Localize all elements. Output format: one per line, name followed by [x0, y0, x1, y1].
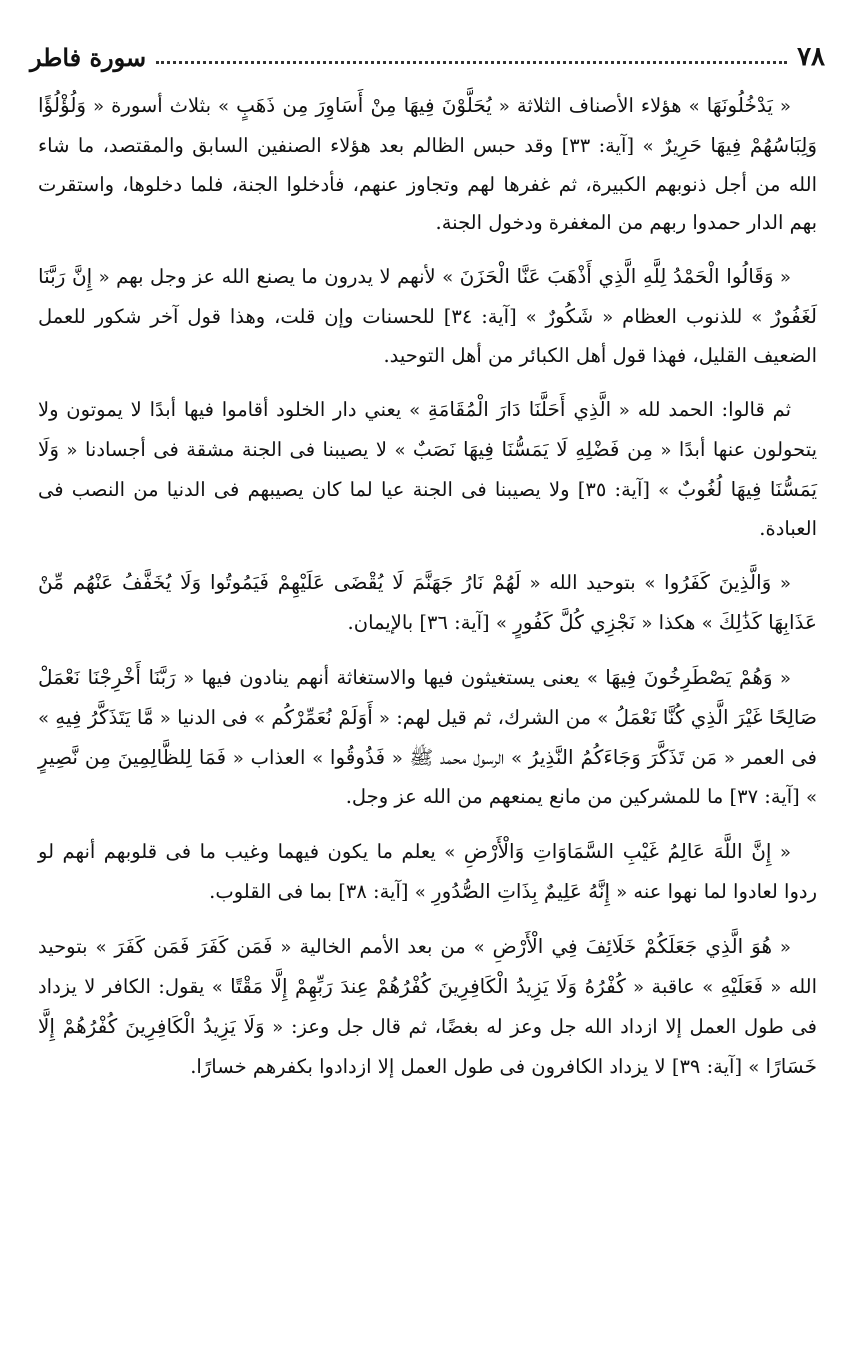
ornate-bracket-open-icon: « — [770, 977, 782, 998]
ornate-bracket-open-icon: « — [498, 96, 510, 117]
verse-text: وَلَا يَمَسُّنَا فِيهَا لُغُوبٌ — [38, 437, 818, 501]
verse-text: وَلُؤْلُؤًا وَلِبَاسُهُمْ فِيهَا حَرِيرٌ — [38, 93, 817, 157]
quran-verse — [474, 935, 791, 958]
commentary-text: [آية: ٣٥] ولا يصيبنا فى الجنة عيا لما كان يصيبهم فى الدنيا من النصب فى العبادة. — [38, 478, 817, 540]
verse-text: فَذُوقُوا — [329, 745, 386, 769]
commentary-text: [آية: ٣٩] لا يزداد الكافرون فى طول العمل إلا ازدادوا بكفرهم خسارًا. — [190, 1055, 749, 1078]
quran-verse — [442, 265, 791, 288]
commentary-text: يعني دار الخلود أقاموا فيها أبدًا لا يموتون ولا يتحولون عنها أبدًا — [38, 398, 818, 461]
verse-text: يَدْخُلُونَهَا — [706, 93, 773, 117]
ornate-bracket-open-icon: « — [529, 573, 541, 594]
ornate-bracket-open-icon: « — [98, 267, 110, 288]
commentary-text: يعلم ما يكون فيهما وغيب ما فى قلوبهم أنهم لو ردوا لعادوا لما نهوا عنه — [38, 840, 817, 903]
quran-verse — [218, 94, 510, 117]
ornate-bracket-open-icon: « — [779, 573, 791, 594]
commentary-text: يقول: الكافر لا يزداد فى طول العمل إلا ازداد الله جل وعز له بغضًا، ثم قال جل وعز: — [38, 975, 817, 1038]
ornate-bracket-open-icon: « — [66, 440, 78, 461]
verse-text: لَهُمْ نَارُ جَهَنَّمَ لَا يُقْضَى عَلَيْهِمْ فَيَمُوتُوا وَلَا يُخَفَّفُ عَنْهُم مِّنْ عَذَابِهَا كَذَٰلِكَ — [38, 570, 817, 634]
quran-verse — [444, 840, 791, 863]
commentary-text: بثلاث أسورة — [104, 94, 219, 117]
quran-verse — [526, 305, 614, 328]
quran-verse — [38, 706, 171, 729]
dotted-leader — [156, 61, 787, 64]
ornate-bracket-open-icon: « — [602, 307, 614, 328]
paragraph — [38, 563, 817, 643]
paragraph — [38, 832, 817, 912]
verse-text: وَالَّذِينَ كَفَرُوا — [664, 570, 772, 594]
quran-verse — [415, 880, 628, 903]
paragraph — [38, 658, 817, 817]
ornate-bracket-open-icon: « — [183, 668, 195, 689]
ornate-bracket-close-icon: » — [312, 748, 324, 769]
ornate-bracket-open-icon: « — [779, 267, 791, 288]
ornate-bracket-open-icon: « — [93, 96, 105, 117]
commentary-text: [آية: ٣٤] للحسنات وإن قلت، وهذا قول آخر شكور للعمل الضعيف القليل، فهذا قول أهل الكبائر من أهل التوحيد. — [38, 305, 817, 367]
verse-text: فَعَلَيْهِ — [720, 974, 764, 998]
ornate-bracket-close-icon: » — [751, 307, 763, 328]
ornate-bracket-close-icon: » — [805, 787, 817, 808]
ornate-bracket-open-icon: « — [633, 977, 645, 998]
ornate-bracket-close-icon: » — [702, 977, 714, 998]
ornate-bracket-close-icon: » — [688, 96, 700, 117]
ornate-bracket-close-icon: » — [511, 748, 523, 769]
commentary-text: بتوحيد الله — [540, 571, 645, 594]
ornate-bracket-close-icon: » — [394, 440, 406, 461]
commentary-text: عاقبة — [644, 975, 703, 998]
quran-verse — [212, 975, 644, 998]
ornate-bracket-open-icon: « — [391, 748, 403, 769]
commentary-text: يعنى يستغيثون فيها والاستغاثة أنهم ينادون فيها — [194, 666, 587, 689]
commentary-text: فى الدنيا — [170, 706, 254, 729]
commentary-text: [آية: ٣٨] بما فى القلوب. — [209, 880, 415, 903]
ornate-bracket-close-icon: » — [442, 267, 454, 288]
ornate-bracket-close-icon: » — [218, 96, 230, 117]
ornate-bracket-open-icon: « — [159, 708, 171, 729]
quran-verse — [702, 975, 781, 998]
commentary-text: العذاب — [243, 746, 313, 769]
ornate-bracket-close-icon: » — [642, 136, 654, 157]
verse-text: يُحَلَّوْنَ فِيهَا مِنْ أَسَاوِرَ مِن ذَهَبٍ — [236, 93, 492, 117]
ornate-bracket-close-icon: » — [597, 708, 609, 729]
page-number: ٧٨ — [797, 42, 825, 72]
commentary-text: ثم قالوا: الحمد لله — [629, 398, 791, 421]
commentary-text: هكذا — [652, 611, 702, 634]
surah-title: سورة فاطر — [30, 43, 147, 72]
ornate-bracket-close-icon: » — [586, 668, 598, 689]
quran-verse — [312, 746, 403, 769]
ornate-bracket-close-icon: » — [701, 613, 713, 634]
commentary-text: فى العمر — [735, 746, 817, 769]
verse-text: وَقَالُوا الْحَمْدُ لِلَّهِ الَّذِي أَذْهَبَ عَنَّا الْحَزَنَ — [459, 264, 774, 288]
commentary-text: من الشرك، ثم قيل لهم: — [390, 706, 598, 729]
paragraph — [38, 86, 817, 242]
paragraph — [38, 927, 817, 1087]
quran-verse — [254, 706, 390, 729]
ornate-bracket-close-icon: » — [644, 573, 656, 594]
quran-verse — [587, 666, 791, 689]
ornate-bracket-close-icon: » — [414, 882, 426, 903]
verse-text: إِنَّهُ عَلِيمٌ بِذَاتِ الصُّدُورِ — [431, 879, 610, 903]
ornate-bracket-close-icon: » — [444, 842, 456, 863]
quran-verse — [95, 935, 291, 958]
ornate-bracket-open-icon: « — [616, 882, 628, 903]
commentary-text: لأنهم لا يدرون ما يصنع الله عز وجل بهم — [109, 265, 443, 288]
ornate-bracket-close-icon: » — [409, 400, 421, 421]
ornate-bracket-close-icon: » — [38, 708, 50, 729]
quran-verse — [511, 746, 735, 769]
ornate-bracket-open-icon: « — [779, 668, 791, 689]
verse-text: مَّا يَتَذَكَّرُ فِيهِ — [55, 705, 154, 729]
ornate-bracket-close-icon: » — [211, 977, 223, 998]
commentary-text: هؤلاء الأصناف الثلاثة — [509, 94, 689, 117]
tafsir-body — [38, 86, 817, 1102]
ornate-bracket-close-icon: » — [473, 937, 485, 958]
verse-text: فَمَا لِلظَّالِمِينَ مِن نَّصِيرٍ — [38, 745, 227, 769]
commentary-text: لا يصيبنا فى الجنة مشقة فى أجسادنا — [77, 438, 395, 461]
commentary-text: بتوحيد الله — [38, 935, 818, 998]
commentary-text: [آية: ٣٦] بالإيمان. — [347, 611, 496, 634]
paragraph — [38, 257, 817, 375]
verse-text: مِن فَضْلِهِ لَا يَمَسُّنَا فِيهَا نَصَبٌ — [412, 437, 654, 461]
ornate-bracket-open-icon: « — [660, 440, 672, 461]
quran-verse — [644, 571, 791, 594]
verse-text: إِنَّ اللَّهَ عَالِمُ غَيْبِ السَّمَاوَاتِ وَالْأَرْضِ — [463, 839, 772, 863]
ornate-bracket-open-icon: « — [779, 937, 791, 958]
ornate-bracket-open-icon: « — [641, 613, 653, 634]
verse-text: هُوَ الَّذِي جَعَلَكُمْ خَلَائِفَ فِي الْأَرْضِ — [492, 934, 773, 958]
quran-verse — [394, 438, 671, 461]
ornate-bracket-open-icon: « — [379, 708, 391, 729]
ornate-bracket-open-icon: « — [272, 1017, 284, 1038]
ornate-bracket-close-icon: » — [748, 1057, 760, 1078]
commentary-text: للذنوب العظام — [613, 305, 752, 328]
ornate-bracket-open-icon: « — [232, 748, 244, 769]
ornate-bracket-open-icon: « — [618, 400, 630, 421]
verse-text: إِنَّ رَبَّنَا لَغَفُورٌ — [38, 264, 817, 328]
verse-text: الَّذِي أَحَلَّنَا دَارَ الْمُقَامَةِ — [427, 397, 612, 421]
commentary-text: [آية: ٣٧] ما للمشركين من مانع يمنعهم من الله عز وجل. — [345, 785, 806, 808]
ornate-bracket-open-icon: « — [779, 842, 791, 863]
page-header — [30, 32, 825, 72]
verse-text: أَوَلَمْ نُعَمِّرْكُم — [271, 705, 373, 729]
quran-verse — [496, 611, 653, 634]
verse-text: وَهُمْ يَصْطَرِخُونَ فِيهَا — [605, 665, 773, 689]
ornate-bracket-open-icon: « — [724, 748, 736, 769]
verse-text: كُفْرُهُ وَلَا يَزِيدُ الْكَافِرِينَ كُفْرُهُمْ عِندَ رَبِّهِمْ إِلَّا مَقْتًا — [230, 974, 626, 998]
verse-text: وَلَا يَزِيدُ الْكَافِرِينَ كُفْرُهُمْ إِلَّا خَسَارًا — [38, 1014, 817, 1078]
ornate-bracket-close-icon: » — [658, 480, 670, 501]
verse-text: نَجْزِي كُلَّ كَفُورٍ — [513, 610, 636, 634]
verse-text: فَمَن كَفَرَ فَمَن كَفَرَ — [114, 934, 273, 958]
quran-verse — [409, 398, 630, 421]
quran-verse — [689, 94, 791, 117]
commentary-text: الرسول محمد ﷺ — [402, 746, 512, 769]
verse-text: رَبَّنَا أَخْرِجْنَا نَعْمَلْ صَالِحًا غَيْرَ الَّذِي كُنَّا نَعْمَلُ — [38, 665, 817, 729]
ornate-bracket-open-icon: « — [280, 937, 292, 958]
paragraph — [38, 390, 817, 548]
ornate-bracket-close-icon: » — [525, 307, 537, 328]
verse-text: شَكُورٌ — [545, 304, 594, 328]
ornate-bracket-open-icon: « — [779, 96, 791, 117]
verse-text: مَن تَذَكَّرَ وَجَاءَكُمُ النَّذِيرُ — [528, 745, 718, 769]
ornate-bracket-close-icon: » — [95, 937, 107, 958]
ornate-bracket-close-icon: » — [495, 613, 507, 634]
ornate-bracket-close-icon: » — [253, 708, 265, 729]
commentary-text: [آية: ٣٣] وقد حبس الظالم بعد هؤلاء الصنفين السابق والمقتصد، ما شاء الله من أجل ذنوبهم الكبيرة، ثم غفرها لهم وتجاوز عنهم، فأدخلوا الجنة، فلما دخلوها، واستقرت بهم الدار حمدوا ربهم من المغفرة ودخول الجنة. — [38, 134, 817, 234]
commentary-text: من بعد الأمم الخالية — [291, 935, 474, 958]
